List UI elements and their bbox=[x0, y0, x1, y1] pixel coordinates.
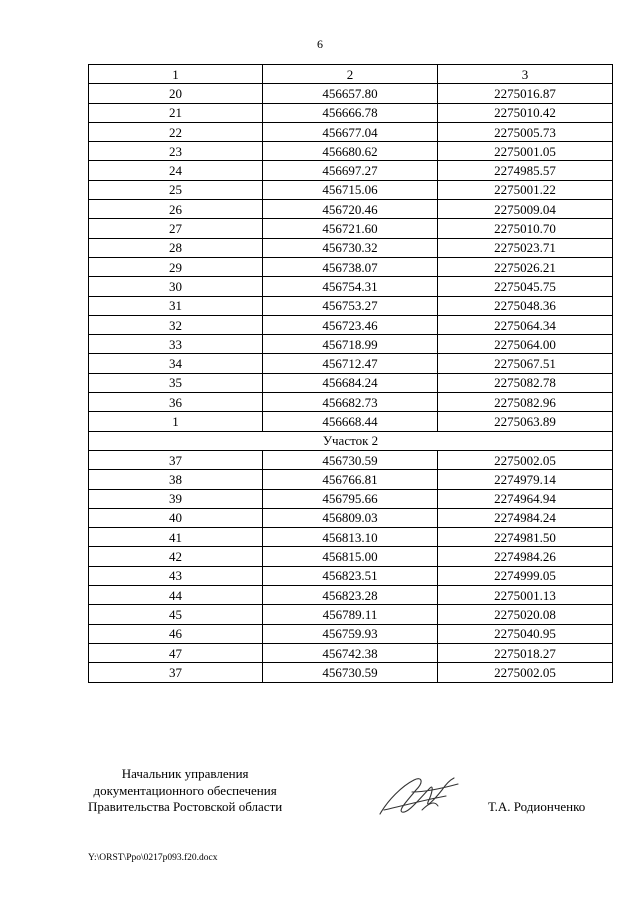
signer-name: Т.А. Родионченко bbox=[488, 799, 586, 814]
y-coordinate-cell: 2275018.27 bbox=[438, 643, 613, 662]
table-header-row bbox=[89, 65, 613, 84]
y-coordinate-cell: 2275082.78 bbox=[438, 373, 613, 392]
point-number-cell: 46 bbox=[89, 624, 263, 643]
point-number-cell: 37 bbox=[89, 450, 263, 469]
table-row bbox=[89, 277, 613, 296]
y-coordinate-cell: 2275009.04 bbox=[438, 200, 613, 219]
point-number-cell: 24 bbox=[89, 161, 263, 180]
x-coordinate-cell: 456754.31 bbox=[263, 277, 438, 296]
page-number: 6 bbox=[317, 37, 323, 51]
signer-title-line-3: Правительства Ростовской области bbox=[88, 799, 283, 814]
point-number-cell: 29 bbox=[89, 257, 263, 276]
x-coordinate-cell: 456809.03 bbox=[263, 508, 438, 527]
x-coordinate-cell: 456684.24 bbox=[263, 373, 438, 392]
table-row bbox=[89, 489, 613, 508]
point-number-cell: 28 bbox=[89, 238, 263, 257]
point-number-cell: 39 bbox=[89, 489, 263, 508]
y-coordinate-cell: 2274979.14 bbox=[438, 470, 613, 489]
table-row bbox=[89, 624, 613, 643]
x-coordinate-cell: 456657.80 bbox=[263, 84, 438, 103]
y-coordinate-cell: 2275010.42 bbox=[438, 103, 613, 122]
point-number-cell: 34 bbox=[89, 354, 263, 373]
x-coordinate-cell: 456742.38 bbox=[263, 643, 438, 662]
point-number-cell: 33 bbox=[89, 335, 263, 354]
y-coordinate-cell: 2274984.26 bbox=[438, 547, 613, 566]
point-number-cell: 40 bbox=[89, 508, 263, 527]
y-coordinate-cell: 2274985.57 bbox=[438, 161, 613, 180]
point-number-cell: 36 bbox=[89, 393, 263, 412]
x-coordinate-cell: 456730.59 bbox=[263, 450, 438, 469]
point-number-cell: 23 bbox=[89, 142, 263, 161]
point-number-cell: 22 bbox=[89, 122, 263, 141]
table-row bbox=[89, 219, 613, 238]
x-coordinate-cell: 456789.11 bbox=[263, 605, 438, 624]
x-coordinate-cell: 456697.27 bbox=[263, 161, 438, 180]
y-coordinate-cell: 2275045.75 bbox=[438, 277, 613, 296]
table-row bbox=[89, 566, 613, 585]
y-coordinate-cell: 2274999.05 bbox=[438, 566, 613, 585]
y-coordinate-cell: 2275067.51 bbox=[438, 354, 613, 373]
y-coordinate-cell: 2275082.96 bbox=[438, 393, 613, 412]
x-coordinate-cell: 456813.10 bbox=[263, 528, 438, 547]
point-number-cell: 45 bbox=[89, 605, 263, 624]
x-coordinate-cell: 456718.99 bbox=[263, 335, 438, 354]
point-number-cell: 26 bbox=[89, 200, 263, 219]
y-coordinate-cell: 2274984.24 bbox=[438, 508, 613, 527]
y-coordinate-cell: 2275048.36 bbox=[438, 296, 613, 315]
table-row bbox=[89, 547, 613, 566]
column-header-2: 2 bbox=[263, 65, 438, 84]
y-coordinate-cell: 2274964.94 bbox=[438, 489, 613, 508]
table-row bbox=[89, 238, 613, 257]
y-coordinate-cell: 2275020.08 bbox=[438, 605, 613, 624]
y-coordinate-cell: 2275016.87 bbox=[438, 84, 613, 103]
table-row bbox=[89, 296, 613, 315]
x-coordinate-cell: 456723.46 bbox=[263, 315, 438, 334]
point-number-cell: 20 bbox=[89, 84, 263, 103]
x-coordinate-cell: 456682.73 bbox=[263, 393, 438, 412]
table-row bbox=[89, 508, 613, 527]
x-coordinate-cell: 456759.93 bbox=[263, 624, 438, 643]
table-row bbox=[89, 412, 613, 431]
signature-title-block bbox=[88, 766, 282, 816]
table-row bbox=[89, 84, 613, 103]
y-coordinate-cell: 2275063.89 bbox=[438, 412, 613, 431]
point-number-cell: 21 bbox=[89, 103, 263, 122]
table-row bbox=[89, 315, 613, 334]
x-coordinate-cell: 456680.62 bbox=[263, 142, 438, 161]
y-coordinate-cell: 2274981.50 bbox=[438, 528, 613, 547]
section-row bbox=[89, 431, 613, 450]
table-row bbox=[89, 470, 613, 489]
point-number-cell: 38 bbox=[89, 470, 263, 489]
y-coordinate-cell: 2275064.34 bbox=[438, 315, 613, 334]
x-coordinate-cell: 456823.28 bbox=[263, 586, 438, 605]
y-coordinate-cell: 2275001.22 bbox=[438, 180, 613, 199]
y-coordinate-cell: 2275002.05 bbox=[438, 663, 613, 682]
point-number-cell: 32 bbox=[89, 315, 263, 334]
signer-title-line-2: документационного обеспечения bbox=[93, 782, 277, 798]
x-coordinate-cell: 456823.51 bbox=[263, 566, 438, 585]
table-row bbox=[89, 122, 613, 141]
point-number-cell: 43 bbox=[89, 566, 263, 585]
x-coordinate-cell: 456715.06 bbox=[263, 180, 438, 199]
table-row bbox=[89, 180, 613, 199]
table-row bbox=[89, 643, 613, 662]
point-number-cell: 31 bbox=[89, 296, 263, 315]
table-row bbox=[89, 663, 613, 682]
y-coordinate-cell: 2275001.13 bbox=[438, 586, 613, 605]
handwritten-signature bbox=[372, 770, 472, 822]
y-coordinate-cell: 2275040.95 bbox=[438, 624, 613, 643]
point-number-cell: 44 bbox=[89, 586, 263, 605]
point-number-cell: 25 bbox=[89, 180, 263, 199]
y-coordinate-cell: 2275064.00 bbox=[438, 335, 613, 354]
x-coordinate-cell: 456721.60 bbox=[263, 219, 438, 238]
x-coordinate-cell: 456668.44 bbox=[263, 412, 438, 431]
y-coordinate-cell: 2275002.05 bbox=[438, 450, 613, 469]
point-number-cell: 41 bbox=[89, 528, 263, 547]
point-number-cell: 47 bbox=[89, 643, 263, 662]
table-row bbox=[89, 450, 613, 469]
table-row bbox=[89, 586, 613, 605]
y-coordinate-cell: 2275010.70 bbox=[438, 219, 613, 238]
table-row bbox=[89, 103, 613, 122]
x-coordinate-cell: 456720.46 bbox=[263, 200, 438, 219]
y-coordinate-cell: 2275023.71 bbox=[438, 238, 613, 257]
table-row bbox=[89, 605, 613, 624]
x-coordinate-cell: 456730.59 bbox=[263, 663, 438, 682]
signer-title-line-1: Начальник управления bbox=[121, 766, 249, 781]
x-coordinate-cell: 456795.66 bbox=[263, 489, 438, 508]
table-row bbox=[89, 200, 613, 219]
x-coordinate-cell: 456730.32 bbox=[263, 238, 438, 257]
table-row bbox=[89, 142, 613, 161]
x-coordinate-cell: 456666.78 bbox=[263, 103, 438, 122]
table-row bbox=[89, 393, 613, 412]
y-coordinate-cell: 2275005.73 bbox=[438, 122, 613, 141]
coordinates-table bbox=[88, 64, 613, 683]
table-row bbox=[89, 161, 613, 180]
table-row bbox=[89, 528, 613, 547]
x-coordinate-cell: 456815.00 bbox=[263, 547, 438, 566]
point-number-cell: 30 bbox=[89, 277, 263, 296]
y-coordinate-cell: 2275001.05 bbox=[438, 142, 613, 161]
file-path-footer: Y:\ORST\Ppo\0217p093.f20.docx bbox=[88, 853, 218, 863]
section-title-cell: Участок 2 bbox=[89, 431, 613, 450]
x-coordinate-cell: 456712.47 bbox=[263, 354, 438, 373]
x-coordinate-cell: 456738.07 bbox=[263, 257, 438, 276]
column-header-1: 1 bbox=[89, 65, 263, 84]
x-coordinate-cell: 456753.27 bbox=[263, 296, 438, 315]
point-number-cell: 37 bbox=[89, 663, 263, 682]
point-number-cell: 27 bbox=[89, 219, 263, 238]
table-row bbox=[89, 373, 613, 392]
table-row bbox=[89, 335, 613, 354]
table-body bbox=[89, 84, 613, 682]
column-header-3: 3 bbox=[438, 65, 613, 84]
x-coordinate-cell: 456677.04 bbox=[263, 122, 438, 141]
point-number-cell: 1 bbox=[89, 412, 263, 431]
point-number-cell: 35 bbox=[89, 373, 263, 392]
y-coordinate-cell: 2275026.21 bbox=[438, 257, 613, 276]
point-number-cell: 42 bbox=[89, 547, 263, 566]
x-coordinate-cell: 456766.81 bbox=[263, 470, 438, 489]
table-row bbox=[89, 257, 613, 276]
table-row bbox=[89, 354, 613, 373]
